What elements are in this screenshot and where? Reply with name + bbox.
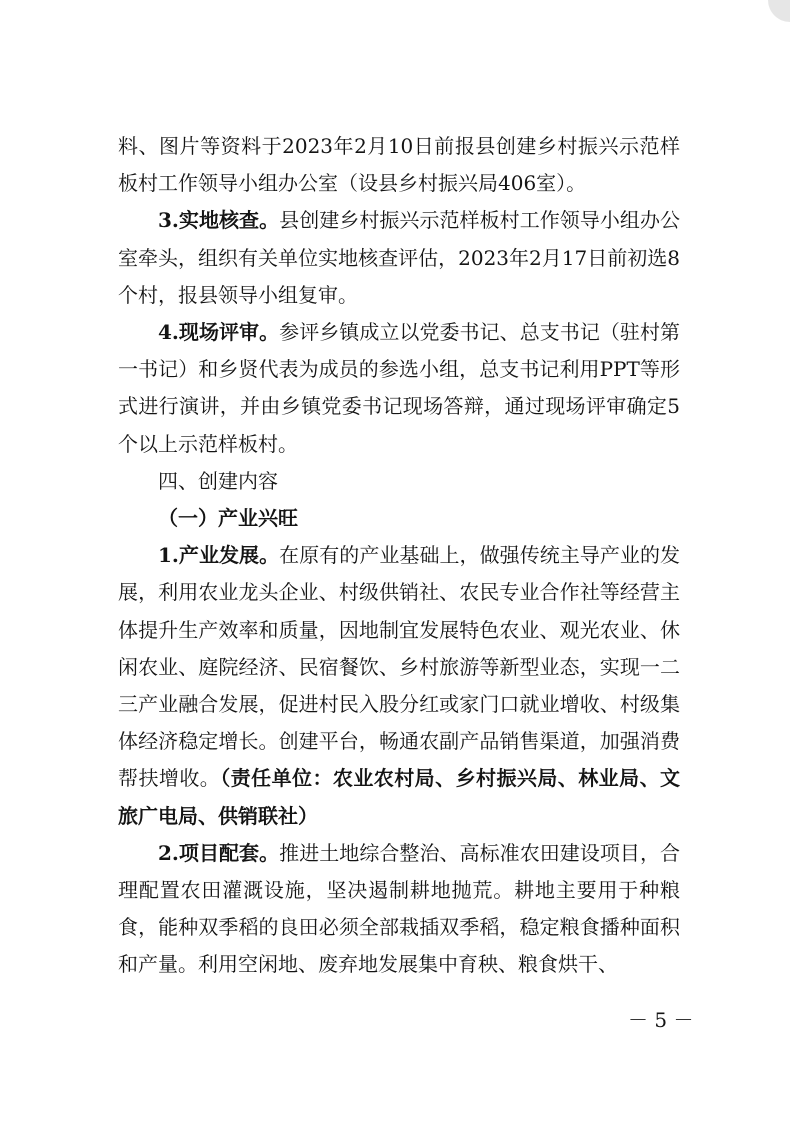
- subsection-heading: （一）产业兴旺: [158, 506, 298, 531]
- section-heading: 四、创建内容: [158, 468, 278, 493]
- paragraph-lead: 3.实地核查。: [158, 208, 280, 233]
- paragraph-text: 料、图片等资料于2023年2月10日前报县创建乡村振兴示范样板村工作领导小组办公室（设县乡村振兴局406室）。: [118, 134, 680, 196]
- paragraph-lead: 4.现场评审。: [158, 320, 280, 345]
- responsible-units: （责任单位：农业农村局、乡村振兴局、林业局、文旅广电局、供销联社）: [118, 766, 681, 828]
- paragraph-continued: [118, 128, 680, 202]
- paragraph-project-support: [118, 835, 680, 984]
- paragraph-text: 参评乡镇成立以党委书记、总支书记（驻村第一书记）和乡贤代表为成员的参选小组，总支书记利用PPT等形式进行演讲，并由乡镇党委书记现场答辩，通过现场评审确定5个以上示范样板村。: [118, 320, 680, 456]
- paragraph-text: 推进土地综合整治、高标准农田建设项目，合理配置农田灌溉设施，坚决遏制耕地抛荒。耕地主要用于种粮食，能种双季稻的良田必须全部栽插双季稻，稳定粮食播种面积和产量。利用空闲地、废弃地发展集中育秧、粮食烘干、: [118, 840, 680, 977]
- paragraph-industry-development: [118, 537, 680, 835]
- document-body: [118, 128, 680, 984]
- paragraph-text: 在原有的产业基础上，做强传统主导产业的发展，利用农业龙头企业、村级供销社、农民专业合作社等经营主体提升生产效率和质量，因地制宜发展特色农业、观光农业、休闲农业、庭院经济、民宿餐饮、乡村旅游等新型业态，实现一二三产业融合发展，促进村民入股分红或家门口就业增收、村级集体经济稳定增长。创建平台，畅通农副产品销售渠道，加强消费帮扶增收。: [118, 543, 680, 791]
- paragraph-text: 县创建乡村振兴示范样板村工作领导小组办公室牵头，组织有关单位实地核查评估，2023年2月17日前初选8个村，报县领导小组复审。: [118, 208, 680, 307]
- paragraph-lead: 2.项目配套。: [158, 840, 280, 865]
- paragraph-site-inspection: [118, 202, 680, 314]
- page-corner-mark: [768, 0, 790, 22]
- paragraph-lead: 1.产业发展。: [158, 543, 280, 568]
- paragraph-onsite-review: [118, 314, 680, 463]
- page-number: － 5 －: [628, 1008, 694, 1032]
